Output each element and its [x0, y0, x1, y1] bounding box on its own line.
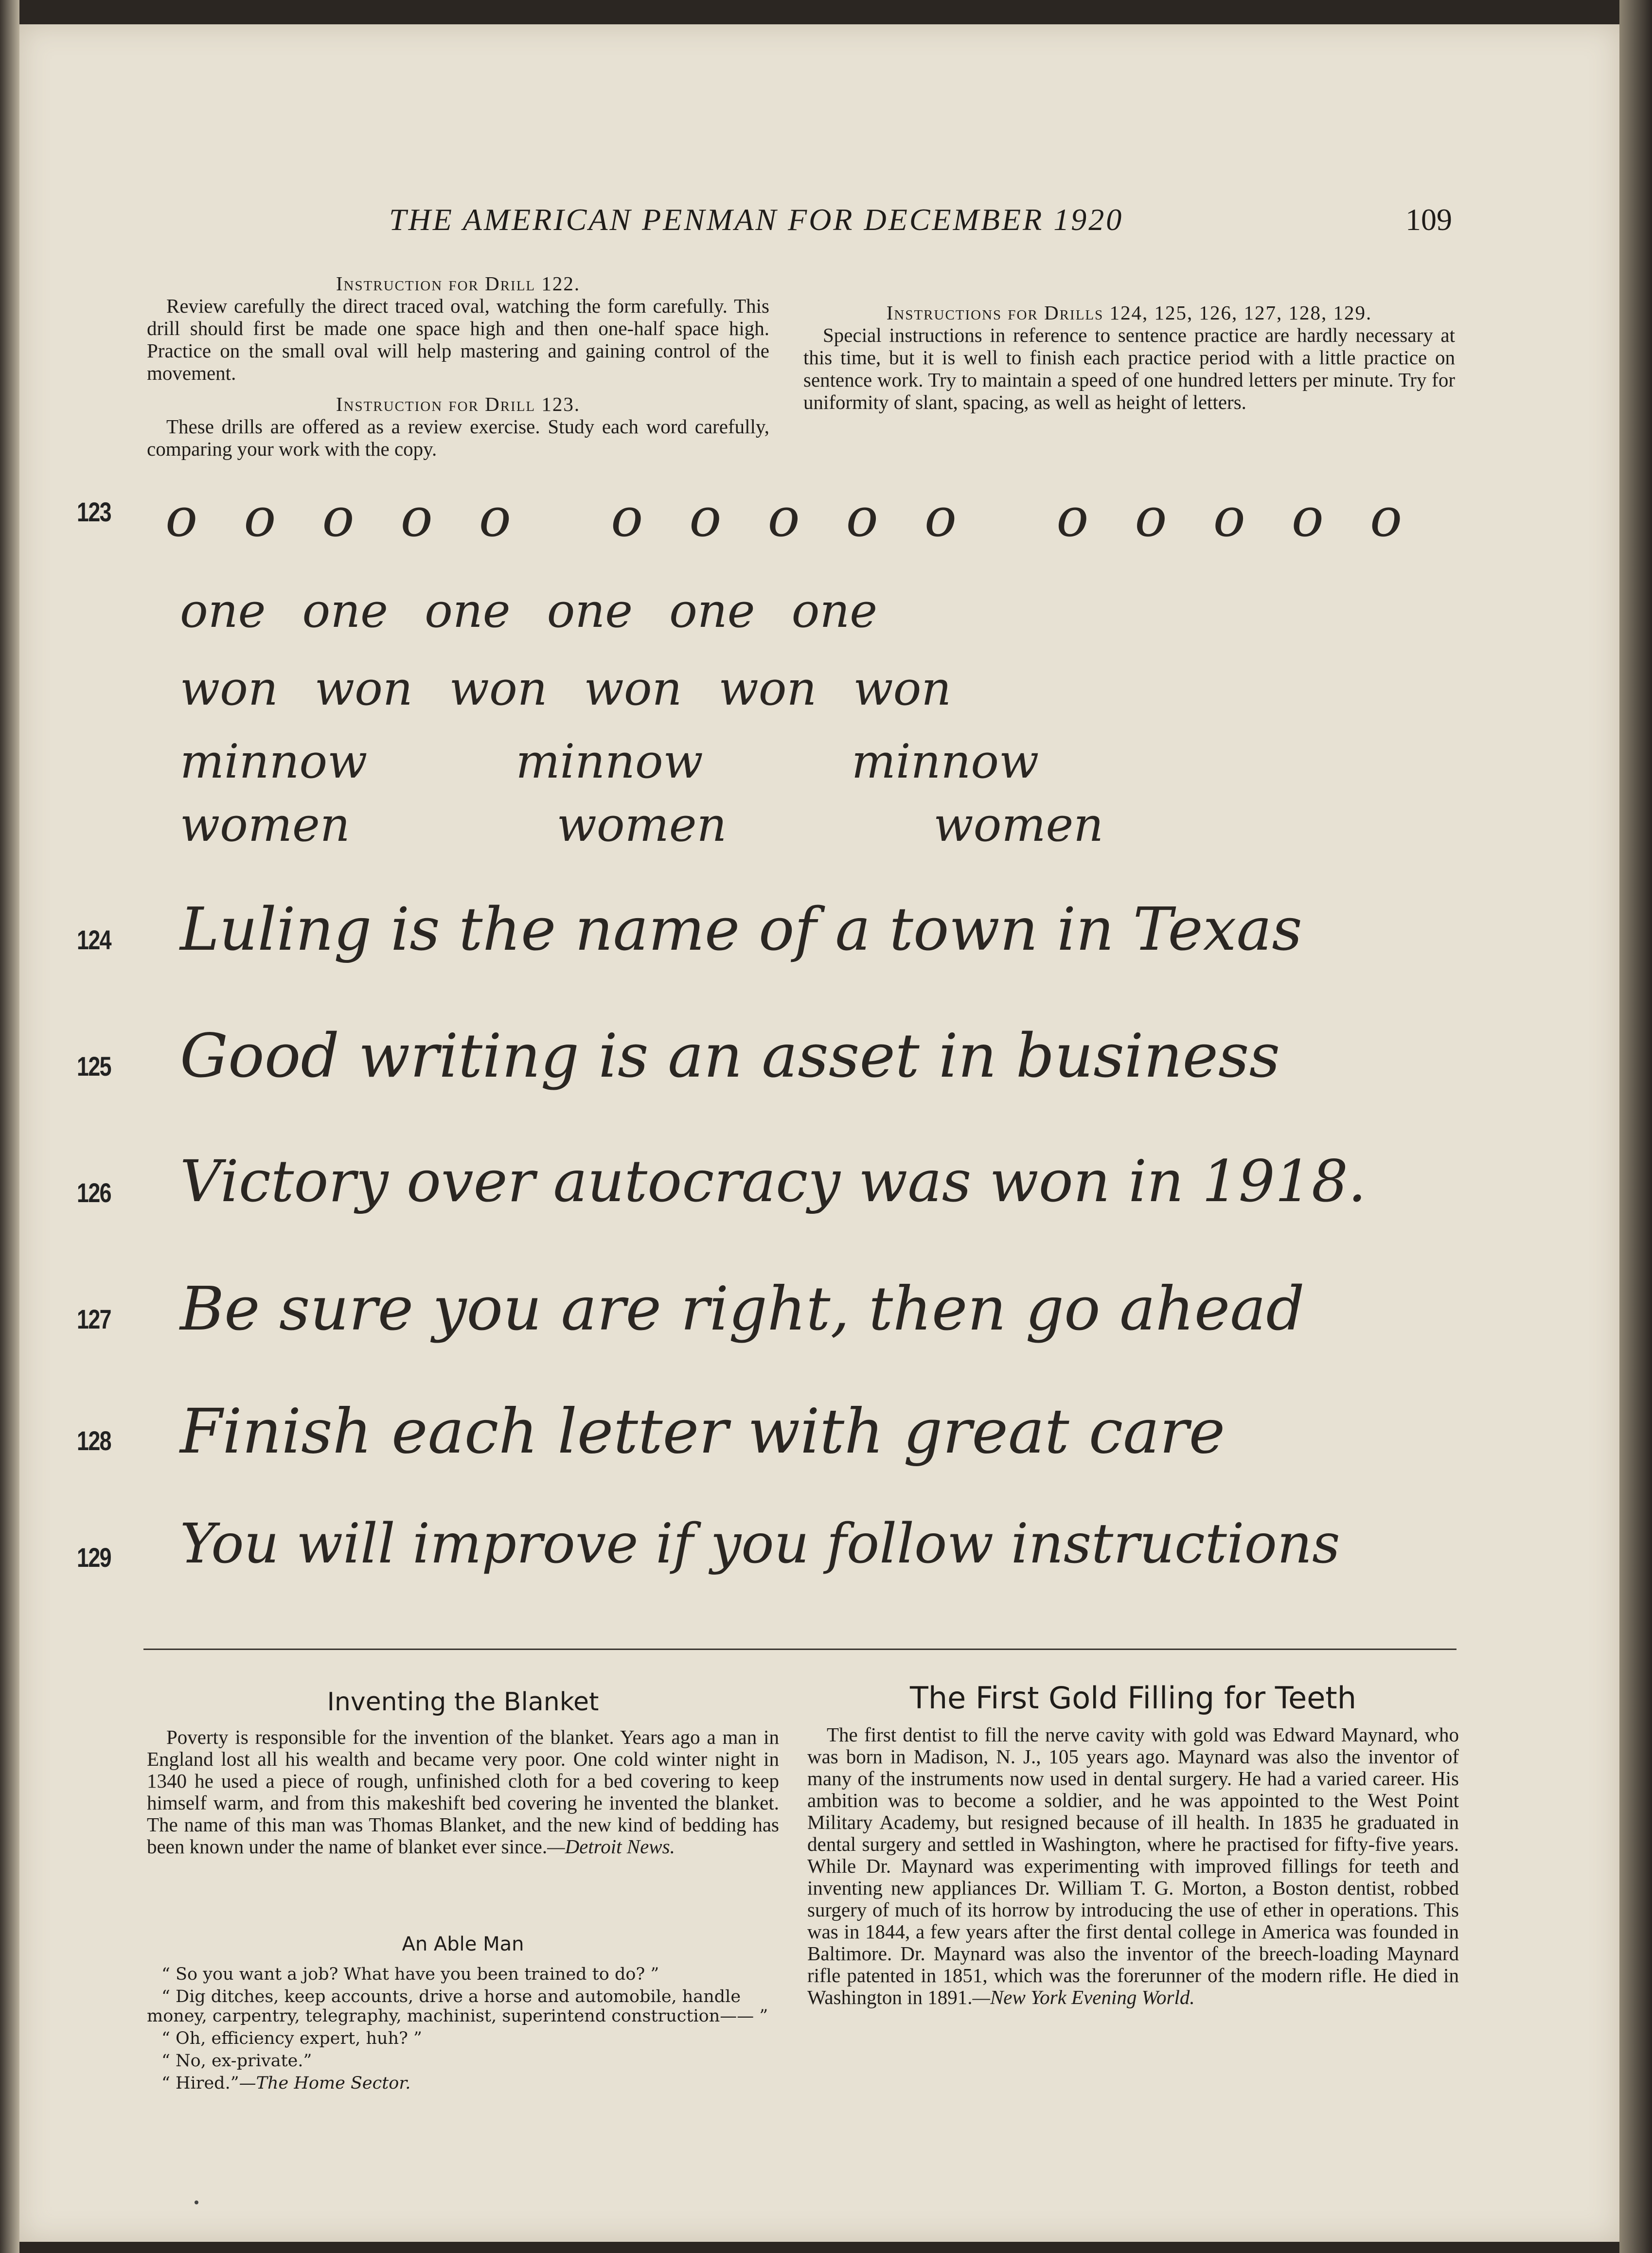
able-man-line: “ Dig ditches, keep accounts, drive a horse and automobile, handle money, carpentry, telegraphy, machinist, superintend construction—— ” [147, 1987, 768, 2026]
running-head: THE AMERICAN PENMAN FOR DECEMBER 1920 [389, 202, 1124, 237]
word-one: one [791, 584, 878, 638]
drill122-heading: Instruction for Drill 122. [336, 272, 581, 295]
sentence-125: Good writing is an asset in business [180, 1021, 1280, 1091]
oval-group: o o o o o [611, 486, 972, 549]
able-man-body [147, 1965, 774, 2096]
word-one: one [425, 584, 511, 638]
drill-number-127: 127 [77, 1304, 111, 1334]
able-man-line: “ So you want a job? What have you been trained to do? ” [161, 1965, 659, 1984]
page-number: 109 [1405, 202, 1452, 237]
drill122-text: Review carefully the direct traced oval, watching the form carefully. This drill should first be made one space high and then one-half space high. Practice on the small oval will help mastering and gaining control of the movement. [147, 295, 769, 384]
instructions-right-column [803, 267, 1455, 413]
able-man-line: “ No, ex-private.” [161, 2051, 312, 2071]
magazine-page [19, 24, 1619, 2242]
page-edge [1619, 0, 1652, 2253]
gold-article-title: The First Gold Filling for Teeth [909, 1680, 1357, 1716]
drills124-text: Special instructions in reference to sentence practice are hardly necessary at this time, but it is well to finish each practice period with a little practice on sentence work. Try to maintain a speed of one hundred letters per minute. Try for uniformity of slant, spacing, as well as height of letters. [803, 324, 1455, 413]
book-binding [0, 0, 19, 2253]
blanket-article-text: Poverty is responsible for the invention of the blanket. Years ago a man in England lost all his wealth and became very poor. One cold winter night in 1340 he used a piece of rough, unfinished cloth for a bed covering to keep himself warm, and from this makeshift bed covering he invented the blanket. The name of this man was Thomas Blanket, and the new kind of bedding has been known under the name of blanket ever since. [147, 1726, 779, 1858]
able-man-line: “ Oh, efficiency expert, huh? ” [161, 2029, 422, 2048]
word-minnow: minnow [180, 734, 368, 789]
gold-article-source: —New York Evening World. [972, 1986, 1195, 2008]
drill-row-minnow [180, 734, 1073, 789]
section-divider [143, 1649, 1457, 1650]
word-won: won [180, 661, 278, 716]
word-women: women [556, 798, 727, 852]
drill123-heading: Instruction for Drill 123. [336, 393, 581, 415]
oval-group: o o o o o [1056, 486, 1417, 549]
drill-number-128: 128 [77, 1425, 111, 1456]
ink-speck [195, 2200, 198, 2204]
oval-drill-row [165, 486, 1430, 549]
blanket-article-body [147, 1726, 779, 1858]
word-minnow: minnow [515, 734, 703, 789]
word-won: won [314, 661, 413, 716]
drill-number-123: 123 [77, 497, 111, 527]
word-women: women [933, 798, 1104, 852]
drill-row-women [180, 798, 1137, 852]
word-minnow: minnow [851, 734, 1039, 789]
word-one: one [547, 584, 633, 638]
able-man-source: —The Home Sector. [239, 2074, 411, 2093]
drill-row-won [180, 661, 985, 716]
sentence-129: You will improve if you follow instructions [180, 1512, 1340, 1576]
blanket-article-title: Inventing the Blanket [327, 1687, 599, 1717]
word-won: won [449, 661, 548, 716]
blanket-article-source: —Detroit News. [547, 1835, 675, 1858]
sentence-124: Luling is the name of a town in Texas [180, 895, 1302, 964]
drill123-text: These drills are offered as a review exercise. Study each word carefully, comparing your work with the copy. [147, 415, 769, 460]
drill-number-126: 126 [77, 1177, 111, 1208]
able-man-line: “ Hired.” [161, 2074, 239, 2093]
sentence-128: Finish each letter with great care [180, 1396, 1226, 1467]
gold-article-text: The first dentist to fill the nerve cavity with gold was Edward Maynard, who was born in Madison, N. J., 105 years ago. Maynard was also the inventor of many of the instruments now used in dental surgery. He had a varied career. His ambition was to become a soldier, and he was appointed to the West Point Military Academy, but resigned because of ill health. In 1835 he graduated in dental surgery and settled in Washington, where he practised for fifty-five years. While Dr. Maynard was experimenting with improved fillings for teeth and inventing new appliances Dr. William T. G. Morton, a Boston dentist, robbed surgery of much of its horrow by introducing the use of ether in operations. This was in 1844, a few years after the first dental college in America was founded in Baltimore. Dr. Maynard was also the inventor of the breech-loading Maynard rifle patented in 1851, which was the forerunner of the modern rifle. He died in Washington in 1891. [807, 1723, 1459, 2008]
instructions-left-column [147, 272, 769, 460]
gold-article-body [807, 1724, 1459, 2008]
drill-row-one [180, 584, 911, 638]
able-man-last-line [147, 2074, 774, 2093]
word-won: won [718, 661, 817, 716]
word-one: one [180, 584, 266, 638]
sentence-126: Victory over autocracy was won in 1918. [180, 1148, 1367, 1215]
sentence-127: Be sure you are right, then go ahead [180, 1274, 1305, 1344]
oval-group: o o o o o [165, 486, 526, 549]
word-women: women [180, 798, 350, 852]
drill-number-124: 124 [77, 924, 111, 955]
word-one: one [302, 584, 388, 638]
drill-number-129: 129 [77, 1542, 111, 1573]
word-won: won [584, 661, 682, 716]
word-won: won [853, 661, 952, 716]
able-man-title: An Able Man [402, 1933, 524, 1955]
word-one: one [669, 584, 755, 638]
drill-number-125: 125 [77, 1051, 111, 1082]
drills124-heading: Instructions for Drills 124, 125, 126, 127, 128, 129. [886, 302, 1372, 324]
